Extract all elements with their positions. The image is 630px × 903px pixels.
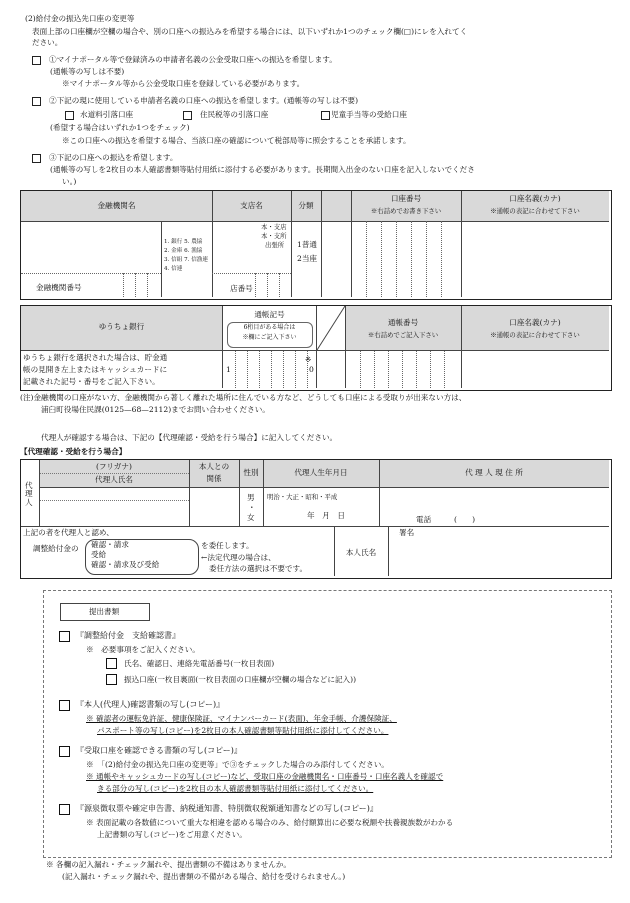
agent-table [20, 459, 612, 579]
doc-3-label: 『受取口座を確認できる書類の写し(コピー)』 [76, 746, 242, 755]
doc-4-label: 『源泉徴収票や確定申告書、納税通知書、特別徴収税額通知書などの写し(コピー)』 [76, 804, 378, 813]
signature-input[interactable] [389, 538, 609, 576]
birthdate-ymd[interactable]: 年 月 日 [307, 511, 345, 520]
delegate-text-4: ←法定代理の場合は、 [201, 553, 276, 562]
branch-code-label: 店番号 [230, 284, 253, 293]
option-3-note-1: (通帳等の写しを2枚目の本人確認書類等貼付用紙に添付する必要があります。長期間入出金のない口座を記入しないでくださ [50, 165, 475, 174]
era-options[interactable]: 明治・大正・昭和・平成 [267, 493, 338, 501]
branch-kinds-1: 本・支店 [261, 223, 287, 231]
account-number-header: 口座番号 [390, 194, 422, 203]
type-header: 分類 [298, 201, 314, 210]
option-2-sub-3-checkbox[interactable] [321, 111, 330, 120]
account-number-input[interactable] [351, 221, 461, 297]
option-1-note-1: (通帳等の写しは不要) [50, 67, 125, 76]
doc-1-sub-1-label: 氏名、確認日、連絡先電話番号(一枚目表面) [124, 659, 275, 668]
doc-4-checkbox[interactable] [59, 804, 70, 815]
doc-3-checkbox[interactable] [59, 746, 70, 757]
agent-name-input[interactable] [40, 501, 189, 526]
relation-header-1: 本人との [198, 462, 230, 471]
bank-code-label: 金融機関番号 [36, 283, 82, 292]
birthdate-header: 代理人生年月日 [294, 468, 348, 477]
agent-name-header: 代理人氏名 [95, 475, 133, 484]
symbol-header: 通帳記号 [254, 310, 285, 319]
yucho-account-name-hint: ※通帳の表記に合わせて下さい [490, 331, 580, 339]
type-option-1: 1普通 [297, 240, 318, 249]
section-heading: (2)給付金の振込先口座の変更等 [25, 14, 135, 23]
address-header: 代 理 人 現 住 所 [465, 468, 523, 477]
intro-line-2: ださい。 [32, 38, 63, 47]
option-2-sub-3-label: 児童手当等の受給口座 [331, 110, 407, 119]
option-1-checkbox[interactable] [32, 56, 41, 65]
account-name-hint: ※通帳の表記に合わせて下さい [490, 207, 580, 215]
doc-1-sub-2-checkbox[interactable] [106, 674, 117, 685]
doc-1-sub-2-label: 振込口座(一枚目裏面(一枚目表面の口座欄が空欄の場合などに記入)) [124, 675, 357, 684]
branch-header: 支店名 [240, 201, 263, 210]
branch-kinds-3: 出張所 [265, 241, 285, 249]
doc-3-note-1: ※ 「(2)給付金の振込先口座の変更等」で③をチェックした場合のみ添付してください。 [86, 760, 389, 769]
yucho-desc-2: 帳の見開き左上またはキャッシュカードに [23, 365, 168, 374]
bank-code-input[interactable] [111, 273, 161, 297]
yucho-desc-1: ゆうちょ銀行を選択された場合は、貯金通 [23, 353, 168, 362]
bank-kinds-3: 3. 信組 7. 信漁連 [164, 257, 208, 263]
intro-line-1: 表面上部の口座欄が空欄の場合や、別の口座への振込みを希望する場合には、以下いずれか1つのチェック欄(□)にレを入れてく [32, 27, 468, 36]
option-2-sub-2-label: 住民税等の引落口座 [200, 110, 269, 119]
sex-female[interactable]: 女 [247, 513, 255, 522]
account-number-hint: ※右詰めでお書き下さい [370, 207, 442, 215]
yucho-desc-3: 記載された記号・番号をご記入下さい。 [23, 377, 160, 386]
footer-line-2: (記入漏れ・チェック漏れや、提出書類の不備がある場合、給付を受けられません。) [62, 872, 346, 881]
bank-account-table [20, 190, 612, 300]
furigana-header: (フリガナ) [96, 462, 132, 471]
bank-name-header: 金融機関名 [97, 201, 136, 210]
delegate-text-3: を委任します。 [201, 541, 254, 550]
symbol-hint-2: ※欄にご記入下さい [242, 334, 297, 341]
bank-kinds-1: 1. 銀行 5. 農協 [164, 239, 203, 245]
doc-2-note-2: パスポート等の写し(コピー)を2枚目の本人確認書類等貼付用紙に添付してください。 [97, 726, 389, 735]
slash-decoration [317, 306, 345, 350]
doc-4-note-1: ※ 表面記載の各数値について重大な相違を認める場合のみ、給付額算出に必要な税額や扶養親族数がわかる [86, 818, 454, 827]
doc-2-checkbox[interactable] [59, 700, 70, 711]
option-3-label: ③下記の口座への振込を希望します。 [49, 153, 178, 162]
note-line-2: 浦臼町役場住民課(0125—68—2112)までお問い合わせください。 [41, 405, 270, 414]
relation-input[interactable] [190, 487, 239, 526]
doc-2-note-1: ※ 確認者の運転免許証、健康保険証、マイナンバーカード(表面)、年金手帳、介護保険証、 [86, 714, 397, 723]
doc-3-note-2: ※ 通帳やキャッシュカードの写し(コピー)など、受取口座の金融機関名・口座番号・口座名義人を確認で [86, 772, 444, 781]
choice-confirm[interactable]: 確認・請求 [91, 540, 129, 549]
delegate-text-1: 上記の者を代理人と認め、 [23, 528, 114, 537]
doc-4-note-2: 上記書類の写し(コピー)をご用意ください。 [97, 830, 247, 839]
symbol-input[interactable] [223, 351, 345, 388]
option-1-label: ①マイナポータル等で登録済みの申請者名義の公金受取口座への振込を希望します。 [49, 55, 337, 64]
type-option-2: 2当座 [297, 254, 318, 263]
furigana-input[interactable] [40, 487, 189, 500]
sex-dot: ・ [248, 503, 256, 512]
option-3-checkbox[interactable] [32, 154, 41, 163]
option-2-sub-1-checkbox[interactable] [65, 111, 74, 120]
phone-label: 電話 ( ) [416, 515, 476, 524]
documents-title: 提出書類 [88, 607, 120, 616]
yucho-zero: 0 [309, 365, 314, 374]
doc-1-checkbox[interactable] [59, 631, 70, 642]
option-3-note-2: い。) [62, 177, 77, 186]
option-1-note-2: ※マイナポータル等から公金受取口座を登録している必要があります。 [62, 79, 305, 88]
branch-code-input[interactable] [255, 273, 291, 297]
doc-1-note: ※ 必要事項をご記入ください。 [86, 645, 200, 654]
doc-3-note-3: きる部分の写し(コピー)を2枚目の本人確認書類等貼付用紙に添付してください。 [97, 784, 374, 793]
account-name-header: 口座名義(カナ) [509, 194, 561, 203]
delegate-text-2: 調整給付金の [33, 544, 79, 553]
note-line-1: (注)金融機関の口座がない方、金融機関から著しく離れた場所に住んでいる方など、どうしても口座による受取りが出来ない方は、 [20, 393, 467, 402]
sex-header: 性別 [243, 468, 259, 477]
option-2-note-1: (希望する場合はいずれか1つをチェック) [50, 123, 190, 132]
symbol-hint-1: 6桁目がある場合は [243, 324, 296, 331]
bank-kinds-2: 2. 金庫 6. 漁協 [164, 248, 203, 254]
footer-line-1: ※ 各欄の記入漏れ・チェック漏れや、提出書類の不備はありませんか。 [46, 860, 292, 869]
option-2-checkbox[interactable] [32, 97, 41, 106]
yucho-mark: ※ [305, 355, 312, 364]
option-2-sub-2-checkbox[interactable] [183, 111, 192, 120]
doc-1-sub-1-checkbox[interactable] [106, 658, 117, 669]
doc-1-label: 『調整給付金 支給確認書』 [76, 631, 180, 640]
agent-intro: 代理人が確認する場合は、下記の【代理確認・受給を行う場合】に記入してください。 [41, 433, 338, 442]
account-name-input[interactable] [462, 221, 609, 297]
branch-kinds-2: 本・支所 [261, 232, 287, 240]
option-2-sub-1-label: 水道料引落口座 [80, 110, 134, 119]
option-2-note-2: ※この口座への振込を希望する場合、当該口座の確認について税部局等に照会することを承諾します。 [62, 136, 411, 145]
passbook-number-input[interactable] [346, 351, 461, 388]
principal-name-label: 本人氏名 [345, 548, 377, 557]
address-input[interactable] [380, 487, 609, 526]
yucho-account-name-header: 口座名義(カナ) [509, 318, 561, 327]
bank-kinds-4: 4. 信連 [164, 266, 183, 272]
agent-box-title: 【代理確認・受給を行う場合】 [20, 447, 127, 456]
yucho-prefix: 1 [226, 365, 231, 374]
passbook-number-hint: ※右詰めでご記入下さい [367, 331, 439, 339]
passbook-number-header: 通帳番号 [387, 318, 419, 327]
choice-receive[interactable]: 受給 [91, 550, 107, 559]
yucho-table [20, 305, 612, 391]
delegate-text-5: 委任方法の選択は不要です。 [209, 564, 308, 573]
sex-male[interactable]: 男 [247, 493, 255, 502]
relation-header-2: 関係 [206, 474, 222, 483]
choice-both[interactable]: 確認・請求及び受給 [91, 560, 160, 569]
yucho-header: ゆうちょ銀行 [98, 322, 145, 331]
signature-label: 署名 [399, 528, 415, 537]
yucho-account-name-input[interactable] [462, 351, 609, 388]
doc-2-label: 『本人(代理人)確認書類の写し(コピー)』 [76, 700, 225, 709]
agent-side-label: 代理人 [25, 481, 33, 507]
option-2-label: ②下記の現に使用している申請者名義の口座への振込を希望します。(通帳等の写しは不要) [49, 96, 359, 105]
